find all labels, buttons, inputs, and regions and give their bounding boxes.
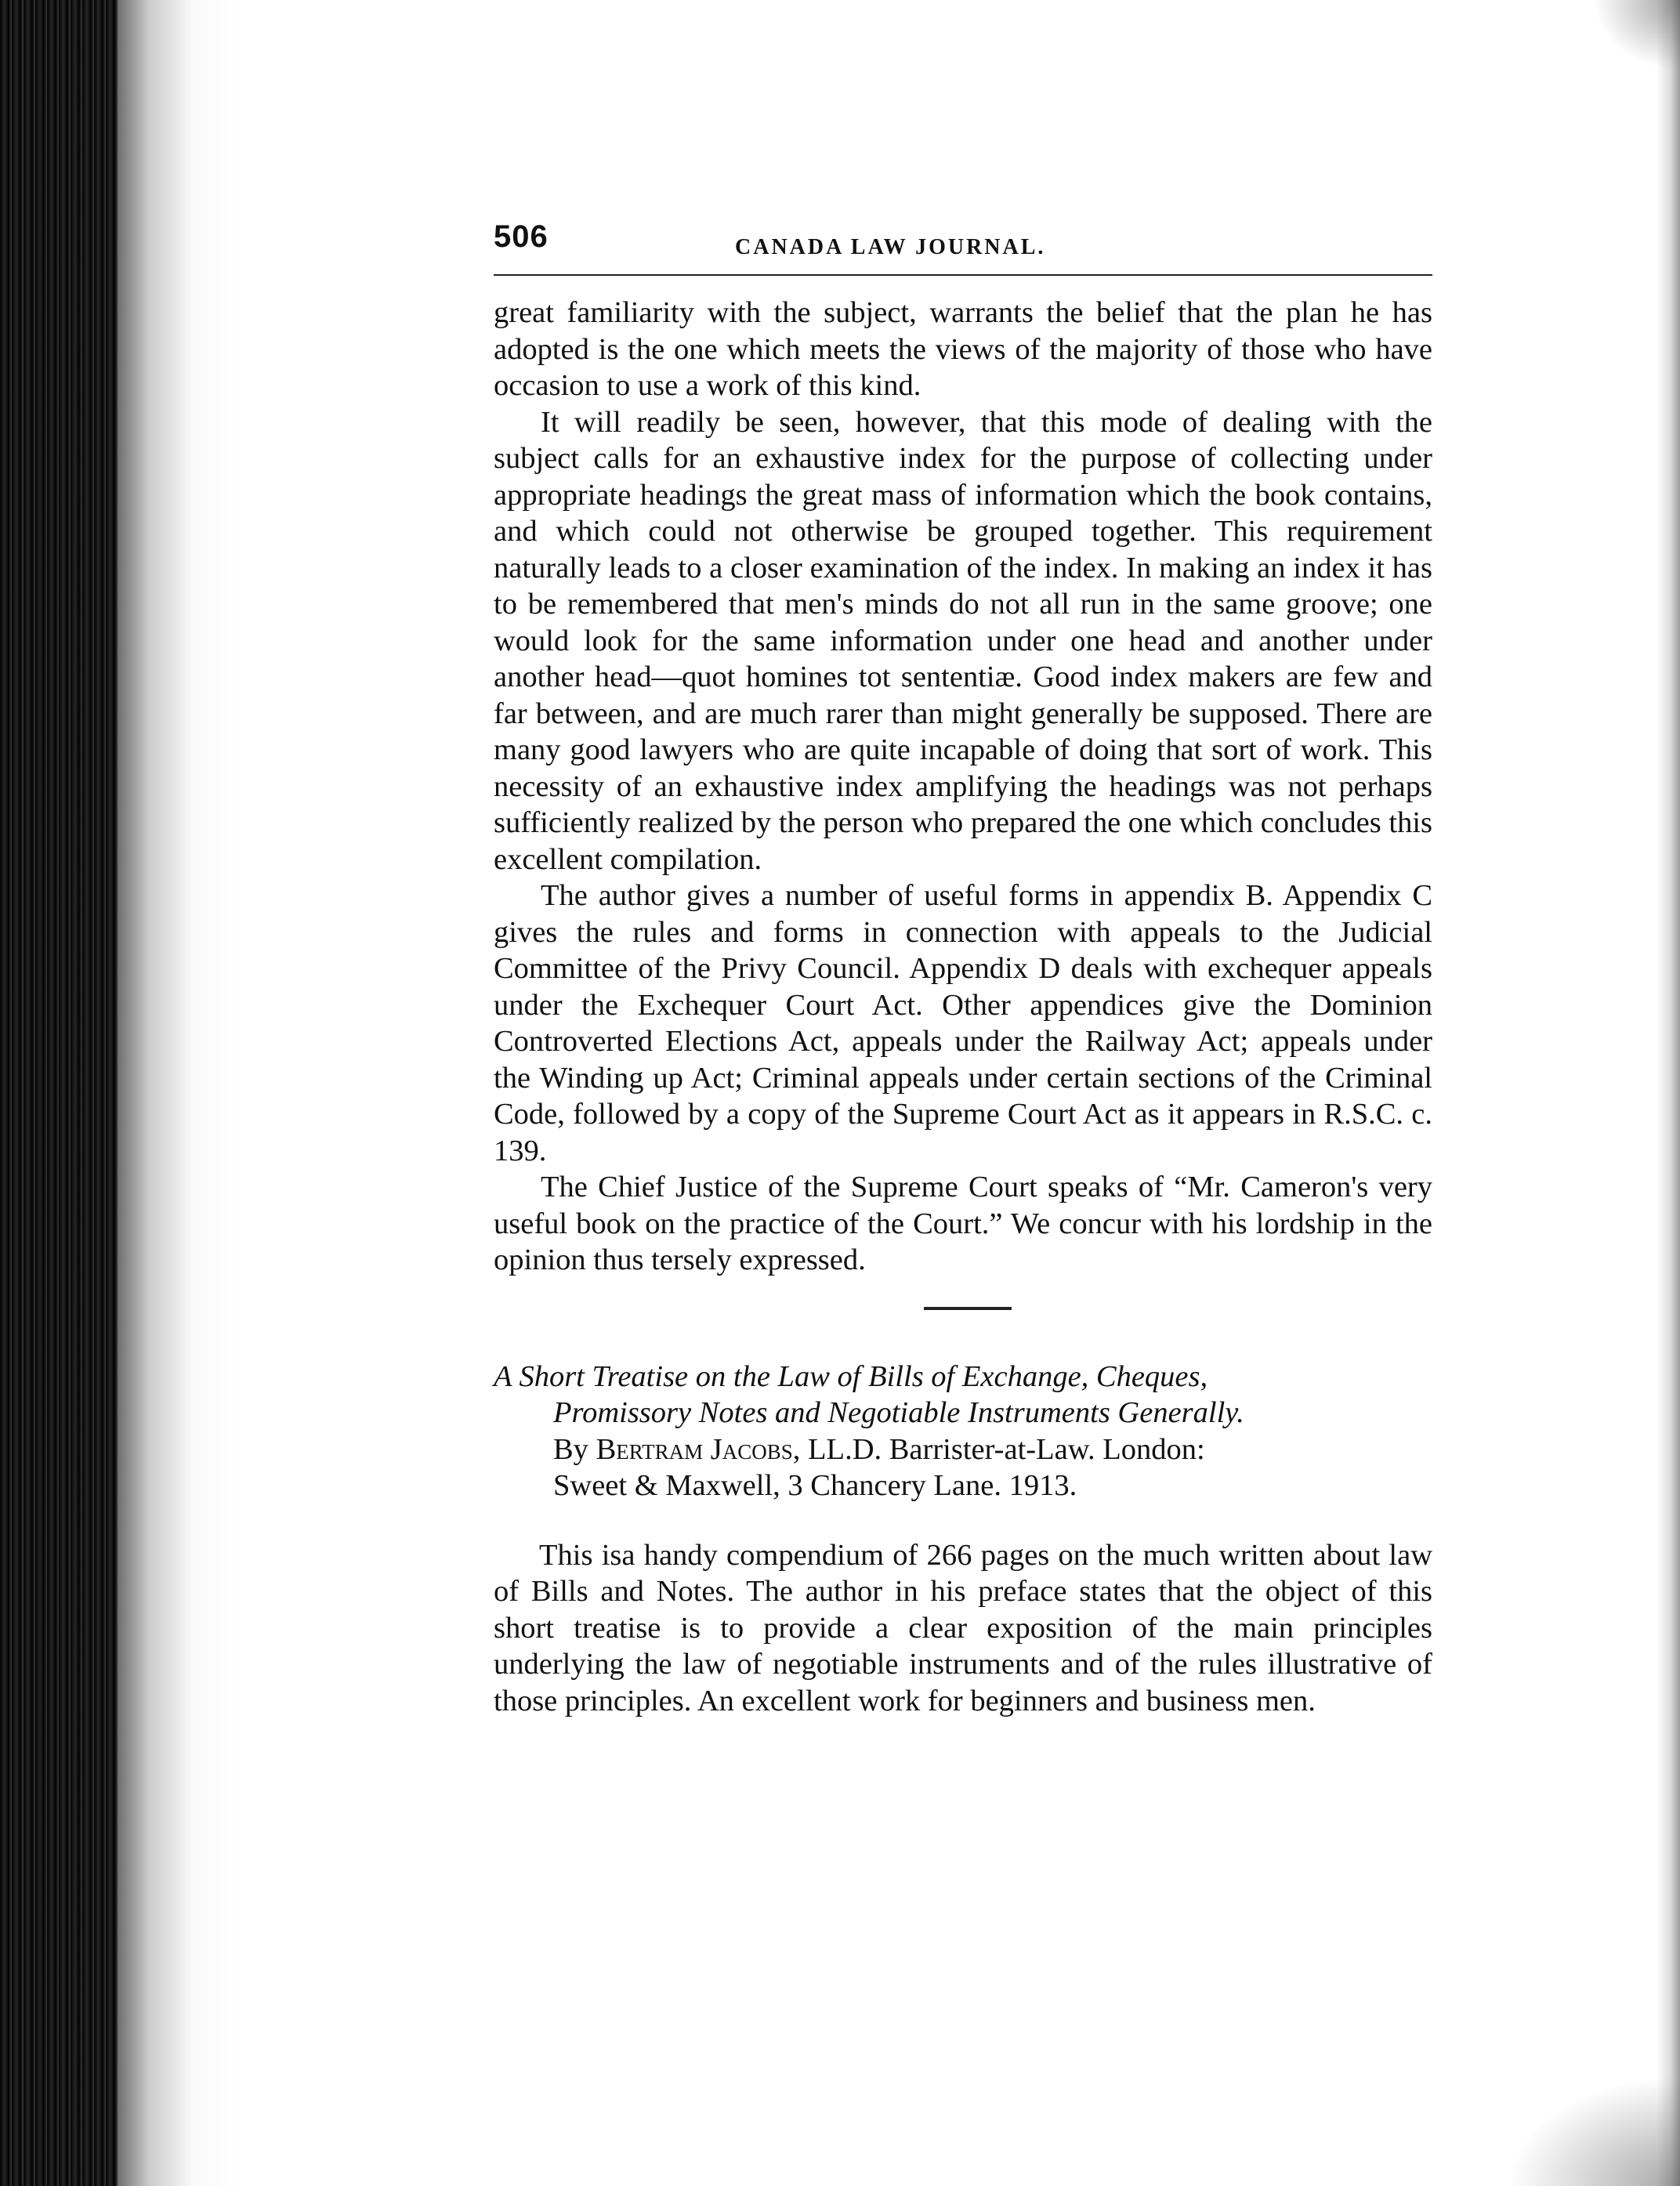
paragraph-index: It will readily be seen, however, that this mode of dealing with the subject calls for an exhaustive index for the purpose of collecting under appropriate headings the great mass of information which the book contains, and which could not otherwise be grouped together. This requirement naturally leads to a closer examination of the index. In making an index it has to be remembered that men's minds do not all run in the same groove; one would look for the same information under one head and another under another head—quot homines tot sententiæ. Good index makers are few and far between, and are much rarer than might generally be supposed. There are many good lawyers who are quite incapable of doing that sort of work. This necessity of an exhaustive index amplifying the headings was not perhaps sufficiently realized by the person who prepared the one which concludes this excellent compilation.: [494, 405, 1432, 876]
page-corner-top-right: [1594, 0, 1680, 71]
book-publisher: Sweet & Maxwell, 3 Chancery Lane. 1913.: [553, 1469, 1077, 1502]
paragraph-continued: great familiarity with the subject, warrants the belief that the plan he has adopted is the one which meets the views of the majority of those who have occasion to use a work of this kind.: [494, 296, 1432, 402]
book-author: Bertram Jacobs,: [596, 1432, 801, 1466]
binding-gutter-fade: [118, 0, 243, 2186]
review-paragraph: This isa handy compendium of 266 pages on the much written about law of Bills and Notes. The author in his preface states that the object of this short treatise is to provide a clear exposition of the main principles underlying the law of negotiable instruments and of the rules illustrative of those principles. An excellent work for beginners and business men.: [494, 1538, 1432, 1717]
book-title-line-2: Promissory Notes and Negotiable Instruments Generally.: [553, 1396, 1244, 1429]
page-number: 506: [494, 219, 549, 254]
book-review: [494, 1537, 1432, 1720]
paragraph-appendices: The author gives a number of useful forms in appendix B. Appendix C gives the rules and forms in connection with appeals to the Judicial Committee of the Privy Council. Appendix D deals with exchequer appeals under the Exchequer Court Act. Other appendices give the Dominion Controverted Elections Act, appeals under the Railway Act; appeals under the Winding up Act; Criminal appeals under certain sections of the Criminal Code, followed by a copy of the Supreme Court Act as it appears in R.S.C. c. 139.: [494, 879, 1432, 1167]
running-head: CANADA LAW JOURNAL.: [735, 235, 1046, 259]
page-text-block: [494, 219, 1432, 1719]
section-divider: [924, 1307, 1012, 1310]
book-by: By: [553, 1432, 588, 1466]
book-author-line: [494, 1431, 1432, 1468]
book-citation: [494, 1359, 1432, 1504]
paragraph-chief-justice: The Chief Justice of the Supreme Court speaks of “Mr. Cameron's very useful book on the practice of the Court.” We concur with his lordship in the opinion thus tersely expressed.: [494, 1171, 1432, 1276]
book-binding-shadow: [0, 0, 118, 2186]
page-header: [494, 219, 1432, 276]
book-credentials: LL.D. Barrister-at-Law. London:: [808, 1432, 1205, 1466]
page-corner-bottom-right: [1508, 2076, 1680, 2186]
book-title-line-1: A Short Treatise on the Law of Bills of Exchange, Cheques,: [494, 1359, 1208, 1393]
page-right-edge: [1656, 0, 1680, 2186]
